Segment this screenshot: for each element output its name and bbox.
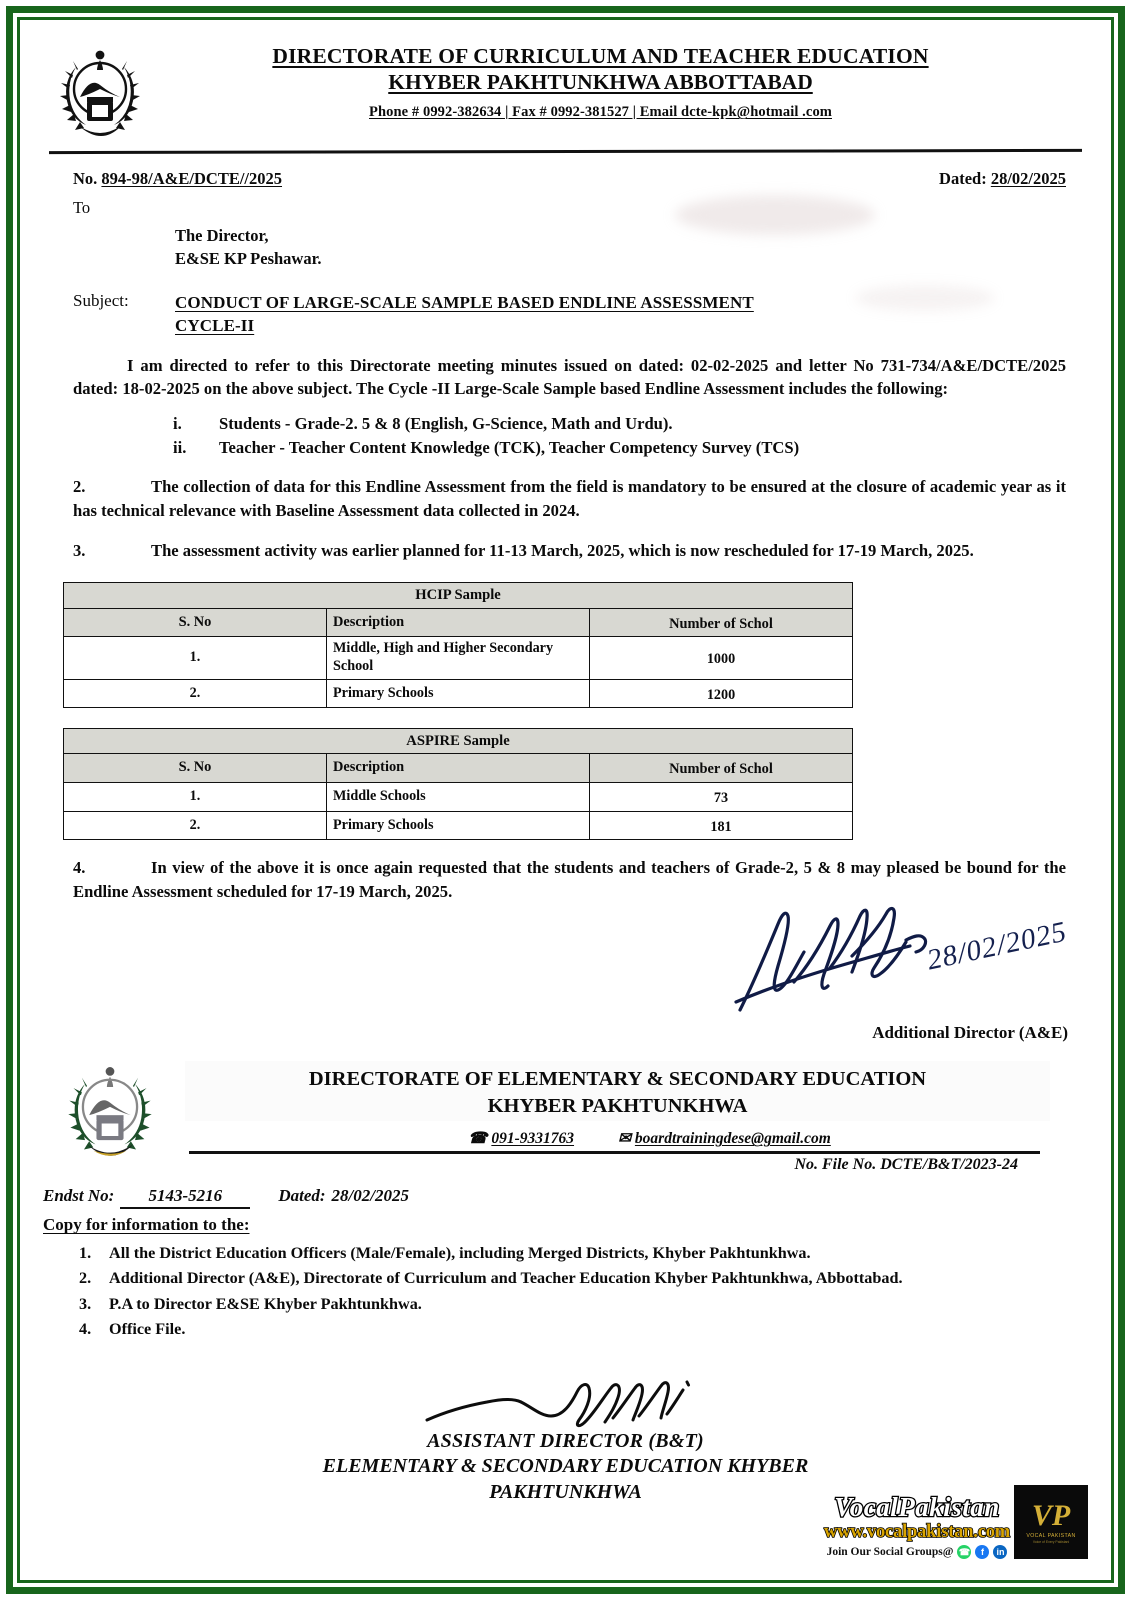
org2-title-line1: DIRECTORATE OF ELEMENTARY & SECONDARY EDUCATION (308, 1067, 927, 1090)
watermark-logo-mark: VP (1031, 1498, 1071, 1532)
letterhead2-title-box (185, 1061, 1050, 1121)
cell-sno: 1. (64, 783, 327, 812)
letterhead-ese (35, 1061, 1096, 1174)
header-divider (49, 149, 1082, 154)
paragraph-1-text: I am directed to refer to this Directorate meeting minutes issued on dated: 02-02-2025 and letter No 731-734/A&E/DCTE/2025 dated: 18-02-2025 on the above subject. The Cycle -II Large-Scale Sample based Endline Assessment includes the following: (73, 355, 1066, 399)
endst-date-label: Dated: (278, 1186, 326, 1206)
signature-caption: Additional Director (A&E) (872, 1022, 1068, 1042)
paragraph-4-number: 4. (73, 858, 86, 878)
org2-title-line2: KHYBER PAKHTUNKHWA (487, 1094, 748, 1117)
kp-government-emblem-icon (54, 45, 146, 141)
list-text: Office File. (109, 1319, 186, 1338)
letter-number (73, 169, 282, 189)
org-title-line2: KHYBER PAKHTUNKHWA ABBOTTABAD (388, 70, 813, 95)
paragraph-2-text: The collection of data for this Endline Assessment from the field is mandatory to be ensured at the closure of academic year as it has technical relevance with Baseline Assessment data collected in 2024. (73, 477, 1066, 521)
org-title-line1: DIRECTORATE OF CURRICULUM AND TEACHER EDUCATION (272, 44, 929, 68)
copy-list (79, 1241, 1096, 1341)
letter-number-label: No. (73, 169, 98, 188)
list-item (79, 1266, 1096, 1291)
letter-date (939, 169, 1066, 189)
handwritten-signature-2-icon (421, 1372, 711, 1434)
signature2-title: ASSISTANT DIRECTOR (B&T) (427, 1429, 704, 1452)
cell-description: Primary Schools (327, 811, 590, 840)
table-title-row (64, 583, 853, 608)
list-item (173, 437, 1066, 460)
list-text: Teacher - Teacher Content Knowledge (TCK), Teacher Competency Survey (TCS) (219, 437, 800, 457)
addressee-block (175, 224, 1096, 271)
watermark-vocalpakistan (824, 1485, 1088, 1559)
envelope-icon: ✉ (618, 1130, 632, 1148)
letterhead2-contact (185, 1129, 1050, 1148)
cell-description: Primary Schools (327, 679, 590, 708)
addressee-line1: The Director, (175, 226, 269, 245)
addressee-line2: E&SE KP Peshawar. (175, 249, 322, 269)
linkedin-icon[interactable]: in (993, 1545, 1007, 1559)
list-marker: 2. (79, 1269, 92, 1288)
document-page (35, 35, 1096, 1565)
phone-entry (468, 1129, 574, 1148)
list-marker: 4. (79, 1319, 92, 1338)
column-header-description: Description (327, 754, 590, 783)
emblem2-container (35, 1061, 185, 1161)
subject-line2: CYCLE-II (175, 316, 255, 336)
table-title-row (64, 729, 853, 754)
table-aspire-sample (63, 728, 853, 840)
paragraph-2 (73, 475, 1066, 522)
paragraph-3-number: 3. (73, 540, 86, 560)
watermark-join-label: Join Our Social Groups@ (826, 1546, 954, 1558)
kp-government-emblem-green-icon (62, 1061, 158, 1161)
table-row (64, 679, 853, 708)
letter-date-label: Dated: (939, 169, 987, 188)
table-row (64, 637, 853, 679)
roman-list (173, 413, 1066, 459)
endst-label: Endst No: (43, 1186, 115, 1206)
paragraph-1 (73, 354, 1066, 401)
cell-number: 1200 (590, 679, 853, 708)
table-row (64, 783, 853, 812)
telephone-icon: ☎ (468, 1130, 488, 1148)
phone-number: 091-9331763 (491, 1130, 575, 1148)
column-header-number: Number of Schol (590, 754, 853, 783)
file-number: No. File No. DCTE/B&T/2023-24 (794, 1156, 1018, 1174)
watermark-text-block (824, 1493, 1010, 1559)
subject-label: Subject: (73, 290, 129, 310)
signature-block-additional-director (35, 912, 1096, 1047)
table-title: ASPIRE Sample (64, 729, 853, 754)
org-contact-line: Phone # 0992-382634 | Fax # 0992-381527 | Email dcte-kpk@hotmail .com (369, 104, 832, 121)
watermark-logo (1014, 1485, 1088, 1559)
letterhead-text (165, 43, 1096, 121)
paragraph-2-number: 2. (73, 477, 86, 497)
facebook-icon[interactable]: f (975, 1545, 989, 1559)
endst-date-value: 28/02/2025 (331, 1186, 409, 1206)
table-row (64, 811, 853, 840)
watermark-logo-subcaption: Voice of Every Pakistani (1032, 1539, 1070, 1544)
watermark-logo-caption: VOCAL PAKISTAN (1026, 1532, 1076, 1539)
cell-sno: 2. (64, 679, 327, 708)
column-header-description: Description (327, 608, 590, 637)
letterhead2-divider (189, 1151, 1040, 1154)
watermark-social-row (824, 1545, 1010, 1559)
cell-description: Middle, High and Higher Secondary School (327, 637, 590, 679)
watermark-brand-name: VocalPakistan (834, 1491, 1000, 1522)
cell-description: Middle Schools (327, 783, 590, 812)
list-text: All the District Education Officers (Male/Female), including Merged Districts, Khyber Pakhtunkhwa. (109, 1244, 811, 1263)
handwritten-signature-icon (734, 894, 944, 1014)
letter-date-value: 28/02/2025 (990, 169, 1066, 188)
reference-row (73, 169, 1066, 189)
endorsement-row (43, 1186, 1096, 1209)
page-border-outer (6, 6, 1125, 1594)
emblem-container (35, 43, 165, 141)
paragraph-4-text: In view of the above it is once again requested that the students and teachers of Grade-2, 5 & 8 may pleased be bound for the Endline Assessment scheduled for 17-19 March, 2025. (73, 858, 1066, 902)
signature2-org-line1: ELEMENTARY & SECONDARY EDUCATION KHYBER (322, 1454, 809, 1477)
letterhead-dcte (35, 35, 1096, 141)
list-marker: 3. (79, 1294, 92, 1313)
column-header-sno: S. No (64, 608, 327, 637)
watermark-url[interactable]: www.vocalpakistan.com (824, 1521, 1010, 1542)
table-title: HCIP Sample (64, 583, 853, 608)
list-text: Students - Grade-2. 5 & 8 (English, G-Science, Math and Urdu). (219, 414, 673, 434)
handwritten-date: 28/02/2025 (923, 915, 1070, 977)
letterhead2-text (185, 1061, 1096, 1174)
list-item (79, 1241, 1096, 1266)
table-header-row (64, 754, 853, 783)
cell-sno: 2. (64, 811, 327, 840)
letter-number-value: 894-98/A&E/DCTE//2025 (101, 169, 283, 188)
table-hcip-sample (63, 582, 853, 708)
whatsapp-icon[interactable]: ☎ (957, 1545, 971, 1559)
email-address: boardtrainingdese@gmail.com (634, 1130, 831, 1148)
signature2-org-line2: PAKHTUNKHWA (489, 1480, 642, 1503)
list-item (79, 1292, 1096, 1317)
cell-number: 73 (590, 783, 853, 812)
list-marker: ii. (173, 437, 187, 457)
cell-number: 1000 (590, 637, 853, 679)
column-header-sno: S. No (64, 754, 327, 783)
to-word: To (73, 198, 91, 217)
cell-number: 181 (590, 811, 853, 840)
subject-text (175, 291, 754, 338)
list-item (173, 413, 1066, 436)
paragraph-3-text: The assessment activity was earlier planned for 11-13 March, 2025, which is now rescheduled for 17-19 March, 2025. (151, 540, 974, 560)
paragraph-3 (73, 539, 1066, 563)
email-entry (618, 1129, 831, 1148)
list-text: Additional Director (A&E), Directorate of Curriculum and Teacher Education Khyber Pakhtunkhwa, Abbottabad. (109, 1269, 903, 1288)
list-marker: 1. (79, 1244, 92, 1263)
cell-sno: 1. (64, 637, 327, 679)
subject-line1: CONDUCT OF LARGE-SCALE SAMPLE BASED ENDLINE ASSESSMENT (175, 292, 754, 312)
endst-value: 5143-5216 (120, 1186, 250, 1209)
table-header-row (64, 608, 853, 637)
subject-row (73, 291, 1066, 338)
list-marker: i. (173, 414, 182, 434)
list-text: P.A to Director E&SE Khyber Pakhtunkhwa. (109, 1294, 422, 1313)
copy-heading: Copy for information to the: (43, 1215, 250, 1235)
column-header-number: Number of Schol (590, 608, 853, 637)
letter-body (73, 354, 1066, 563)
list-item (79, 1317, 1096, 1342)
